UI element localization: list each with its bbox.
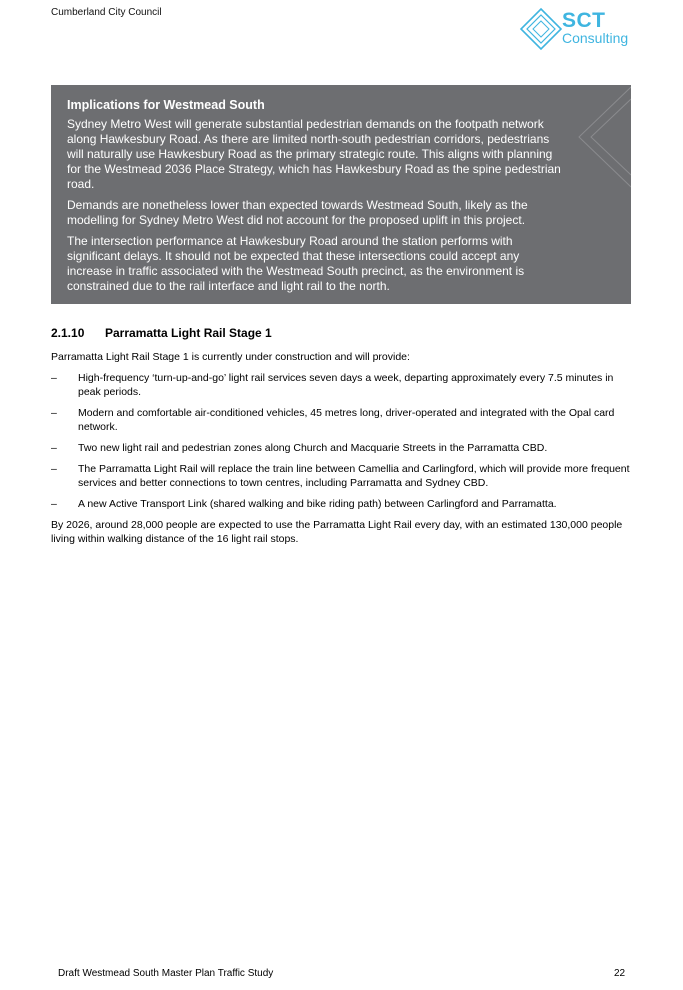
list-item <box>51 371 634 399</box>
logo-text-consulting: Consulting <box>562 30 629 46</box>
section-number: 2.1.10 <box>51 326 85 340</box>
list-item-text: Two new light rail and pedestrian zones along Church and Macquarie Streets in the Parramatta CBD. <box>78 442 548 454</box>
list-item <box>51 462 634 490</box>
section-title: Parramatta Light Rail Stage 1 <box>105 326 272 340</box>
footer-document-title: Draft Westmead South Master Plan Traffic Study <box>58 968 274 979</box>
list-item <box>51 406 634 434</box>
bullet-marker: – <box>51 407 57 419</box>
callout-title: Implications for Westmead South <box>67 98 265 112</box>
callout-paragraph: Demands are nonetheless lower than expected towards Westmead South, likely as the modelling for Sydney Metro West did not account for the proposed uplift in this project. <box>67 198 528 227</box>
implications-callout <box>51 85 631 304</box>
logo-text-sct: SCT <box>562 9 606 32</box>
list-item <box>51 441 634 455</box>
callout-paragraph: Sydney Metro West will generate substantial pedestrian demands on the footpath network along Hawkesbury Road. As there are limited north-south pedestrian corridors, pedestrians will naturally use Hawkesbury Road as the primary strategic route. This aligns with planning for the Westmead 2036 Place Strategy, which has Hawkesbury Road as the spine pedestrian road. <box>67 117 561 191</box>
bullet-list <box>51 371 634 518</box>
section-intro: Parramatta Light Rail Stage 1 is currently under construction and will provide: <box>51 351 410 363</box>
section-closing: By 2026, around 28,000 people are expected to use the Parramatta Light Rail every day, with an estimated 130,000 people living within walking distance of the 16 light rail stops. <box>51 519 623 545</box>
decorative-chevron-icon <box>561 85 631 304</box>
footer-page-number: 22 <box>614 968 626 979</box>
callout-paragraph: The intersection performance at Hawkesbury Road around the station performs with significant delays. It should not be expected that these intersections could accept any increase in traffic associated with the Westmead South precinct, as the environment is constrained due to the rail interface and light rail to the north. <box>67 234 525 293</box>
list-item-text: The Parramatta Light Rail will replace the train line between Camellia and Carlingford, which will provide more frequent services and better connections to town centres, including Parramatta and Sydney CBD. <box>78 463 630 489</box>
sct-consulting-logo <box>519 7 635 51</box>
list-item-text: Modern and comfortable air-conditioned vehicles, 45 metres long, driver-operated and integrated with the Opal card network. <box>78 407 615 433</box>
header-organisation: Cumberland City Council <box>51 7 162 18</box>
list-item-text: A new Active Transport Link (shared walking and bike riding path) between Carlingford and Parramatta. <box>78 498 557 510</box>
bullet-marker: – <box>51 463 57 475</box>
list-item <box>51 497 634 511</box>
bullet-marker: – <box>51 372 57 384</box>
bullet-marker: – <box>51 442 57 454</box>
list-item-text: High-frequency ‘turn-up-and-go’ light rail services seven days a week, departing approximately every 7.5 minutes in peak periods. <box>78 372 614 398</box>
bullet-marker: – <box>51 498 57 510</box>
diamond-logo-icon <box>519 7 565 51</box>
section-heading <box>51 326 272 340</box>
